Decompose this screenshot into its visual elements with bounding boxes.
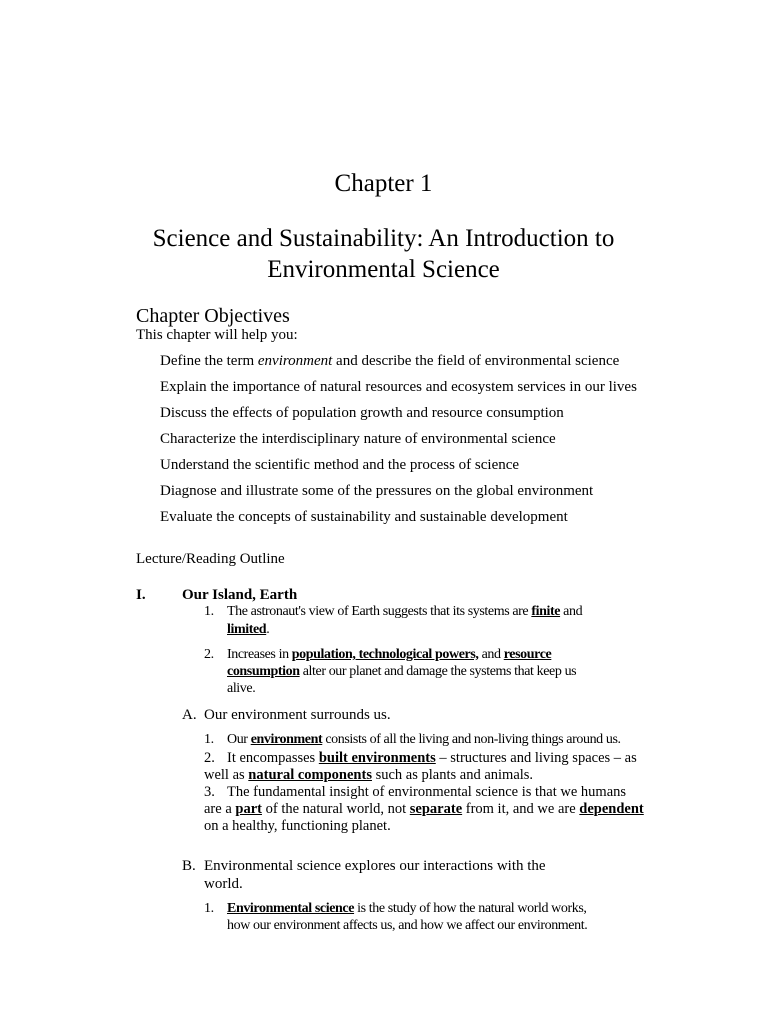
objective-item-1: Define the term environment and describe the field of environmental science [160,353,620,369]
objectives-heading: Chapter Objectives [136,305,290,327]
subsection-a-point-3-line-2: are a part of the natural world, not separate from it, and we are dependent [204,801,644,817]
chapter-title-line-1: Science and Sustainability: An Introduction to [152,225,615,252]
key-term: finite [531,604,561,619]
point-number: 2. [204,750,215,766]
subsection-a-heading: Our environment surrounds us. [204,707,391,723]
objective-item-3: Discuss the effects of population growth and resource consumption [160,405,564,421]
point-number: 3. [204,784,215,800]
subsection-b-heading-line-2: world. [204,876,243,892]
objective-item-2: Explain the importance of natural resources and ecosystem services in our lives [160,379,637,395]
outline-label: Lecture/Reading Outline [136,551,285,567]
objective-item-5: Understand the scientific method and the process of science [160,457,520,473]
subsection-b-label: B. [182,858,196,874]
chapter-title [0,223,767,285]
key-term: part [235,801,262,817]
key-term: consumption [227,664,300,679]
point-2-line-2: consumption alter our planet and damage the systems that keep us [227,664,577,679]
key-term: environment [250,732,323,747]
subsection-a-point-3-line-3: on a healthy, functioning planet. [204,818,391,834]
key-term: built environments [318,750,436,766]
point-number: 1. [204,732,214,747]
key-term: population, technological powers, [291,647,479,662]
subsection-b-point-1-line-2: how our environment affects us, and how we affect our environment. [227,918,588,933]
subsection-a-point-2-line-2: well as natural components such as plants and animals. [204,767,534,783]
section-numeral: I. [136,587,146,603]
objective-item-7: Evaluate the concepts of sustainability and sustainable development [160,509,568,525]
subsection-a-point-2-line-1: It encompasses built environments – structures and living spaces – as [227,750,637,766]
chapter-title-line-2: Environmental Science [267,256,500,283]
key-term: resource [503,647,552,662]
subsection-a-point-3-line-1: The fundamental insight of environmental science is that we humans [227,784,627,800]
key-term: separate [409,801,463,817]
key-term: Environmental science [227,901,355,916]
section-title: Our Island, Earth [182,587,298,603]
point-2-line-3: alive. [227,681,256,696]
point-number: 1. [204,901,214,916]
subsection-a-point-1: Our environment consists of all the living and non-living things around us. [227,732,621,747]
key-term: natural components [248,767,372,783]
key-term: dependent [579,801,644,817]
objectives-intro: This chapter will help you: [136,327,298,343]
point-number: 2. [204,647,214,662]
point-2-line-1: Increases in population, technological powers, and resource [227,647,552,662]
objective-item-4: Characterize the interdisciplinary nature of environmental science [160,431,556,447]
subsection-b-point-1-line-1: Environmental science is the study of how the natural world works, [227,901,587,916]
point-1-line-2: limited. [227,622,270,637]
key-term: limited [227,622,267,637]
subsection-b-heading-line-1: Environmental science explores our interactions with the [204,858,546,874]
objective-item-6: Diagnose and illustrate some of the pressures on the global environment [160,483,594,499]
point-number: 1. [204,604,214,619]
point-1-line-1: The astronaut's view of Earth suggests that its systems are finite and [227,604,583,619]
emphasis-term: environment [257,353,333,369]
chapter-number: Chapter 1 [334,170,433,197]
subsection-a-label: A. [182,707,197,723]
